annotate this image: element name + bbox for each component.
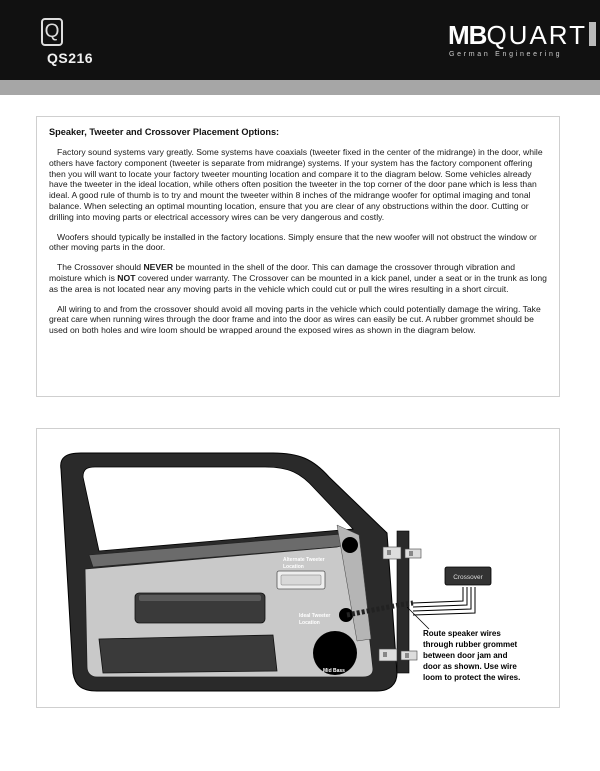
q-logo-icon: Q xyxy=(41,18,63,46)
crossover-text-a: The Crossover should xyxy=(57,262,144,273)
brand-bar-icon xyxy=(589,22,596,46)
speaker-wire-3 xyxy=(413,587,471,611)
placement-text-box xyxy=(36,116,560,397)
brand-logo xyxy=(448,21,596,49)
routing-note-line-5: loom to protect the wires. xyxy=(423,673,521,682)
speaker-wires xyxy=(413,587,463,603)
door-pocket xyxy=(99,635,277,673)
brand-mb: MB xyxy=(448,20,487,50)
ideal-tweeter-label-1: Ideal Tweeter xyxy=(299,613,331,619)
routing-note-line-4: door as shown. Use wire xyxy=(423,662,517,671)
door-diagram-box xyxy=(36,428,560,708)
model-number: QS216 xyxy=(47,50,94,66)
ideal-tweeter-icon xyxy=(339,608,353,622)
crossover-text-b: be mounted in the shell of the door. This can damage the crossover through vibration and moisture which is xyxy=(49,262,515,283)
speaker-wire-2 xyxy=(413,587,467,607)
ideal-tweeter-label-2: Location xyxy=(299,620,320,626)
section-title: Speaker, Tweeter and Crossover Placement Options: xyxy=(49,127,280,137)
door-diagram xyxy=(37,429,561,709)
crossover-text-c: covered under warranty. The Crossover can be mounted in a kick panel, under a seat or in the trunk as long as the area is not located near any moving parts in the vehicle which could cut or pull the wires resulting in a short circuit. xyxy=(49,272,547,294)
alternate-tweeter-label-2: Location xyxy=(283,564,304,570)
door-handle xyxy=(281,575,321,585)
brand-quart: QUART xyxy=(486,20,587,50)
armrest-top xyxy=(139,595,261,601)
header-divider-band xyxy=(0,80,600,95)
paragraph-factory-systems: Factory sound systems vary greatly. Some systems have coaxials (tweeter fixed in the center of the midrange) in the door, while others have factory component (tweeter is separate from midrange) systems. If your system has the factory component offering then you will want to locate your factory tweeter mounting location and compare it to the diagram below. Some vehicles already have the tweeter in the ideal location, while others often position the tweeter in the top corner of the door pane which is less than ideal. A good rule of thumb is to try and mount the tweeter within 8 inches of the midrange woofer for optimal imaging and tonal balance. When selecting an optimal mounting location, ensure that you are clear of any obstructions within the door. Cutting or drilling into moving parts or electrical accessory wires can be very dangerous and costly. xyxy=(49,147,543,222)
crossover-label: Crossover xyxy=(453,574,483,581)
routing-note-line-2: through rubber grommet xyxy=(423,640,518,649)
routing-note-line-1: Route speaker wires xyxy=(423,629,501,638)
never-emphasis: NEVER xyxy=(143,262,174,273)
mid-bass-label: Mid Bass xyxy=(323,668,345,674)
paragraph-wiring: All wiring to and from the crossover should avoid all moving parts in the vehicle which could potentially damage the wiring. Take great care when running wires through the door frame and into the door as wires can easily be cut. A rubber grommet should be used on both holes and wire loom should be wrapped around the exposed wires as shown in the diagram below. xyxy=(49,303,541,336)
paragraph-woofers: Woofers should typically be installed in the factory locations. Simply ensure that the new woofer will not obstruct the window or other moving parts in the door. xyxy=(49,231,537,253)
paragraph-crossover xyxy=(49,262,547,294)
brand-tagline: German Engineering xyxy=(449,51,563,58)
header-bar xyxy=(0,0,600,80)
routing-note-line-3: between door jam and xyxy=(423,651,508,660)
alternate-tweeter-label-1: Alternate Tweeter xyxy=(283,557,325,563)
alternate-tweeter-icon xyxy=(342,537,358,553)
not-emphasis: NOT xyxy=(117,272,136,283)
